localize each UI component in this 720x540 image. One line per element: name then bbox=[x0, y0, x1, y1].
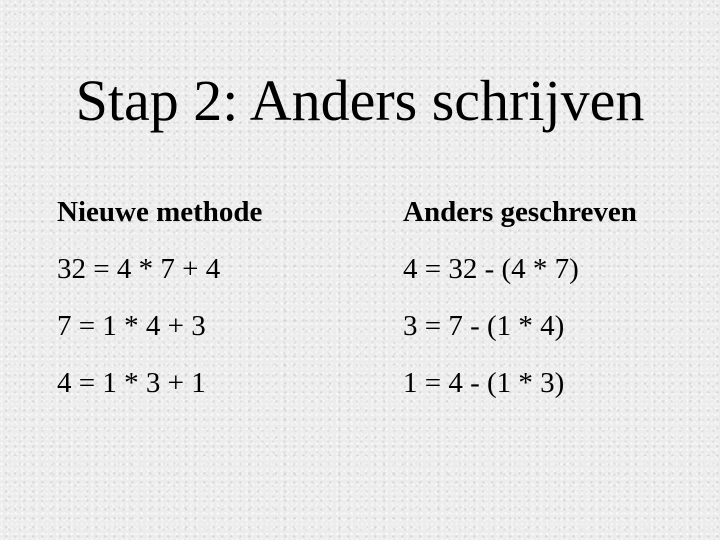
right-equation-2: 3 = 7 - (1 * 4) bbox=[403, 310, 565, 342]
right-column bbox=[403, 192, 720, 420]
left-equation-1: 32 = 4 * 7 + 4 bbox=[57, 253, 221, 285]
left-column-header: Nieuwe methode bbox=[57, 196, 263, 228]
right-equation-1: 4 = 32 - (4 * 7) bbox=[403, 253, 579, 285]
left-equation-3: 4 = 1 * 3 + 1 bbox=[57, 367, 206, 399]
left-equation-2: 7 = 1 * 4 + 3 bbox=[57, 310, 206, 342]
right-column-header: Anders geschreven bbox=[403, 196, 637, 228]
right-equation-3: 1 = 4 - (1 * 3) bbox=[403, 367, 565, 399]
slide-title: Stap 2: Anders schrijven bbox=[75, 68, 645, 133]
left-column bbox=[57, 192, 387, 420]
